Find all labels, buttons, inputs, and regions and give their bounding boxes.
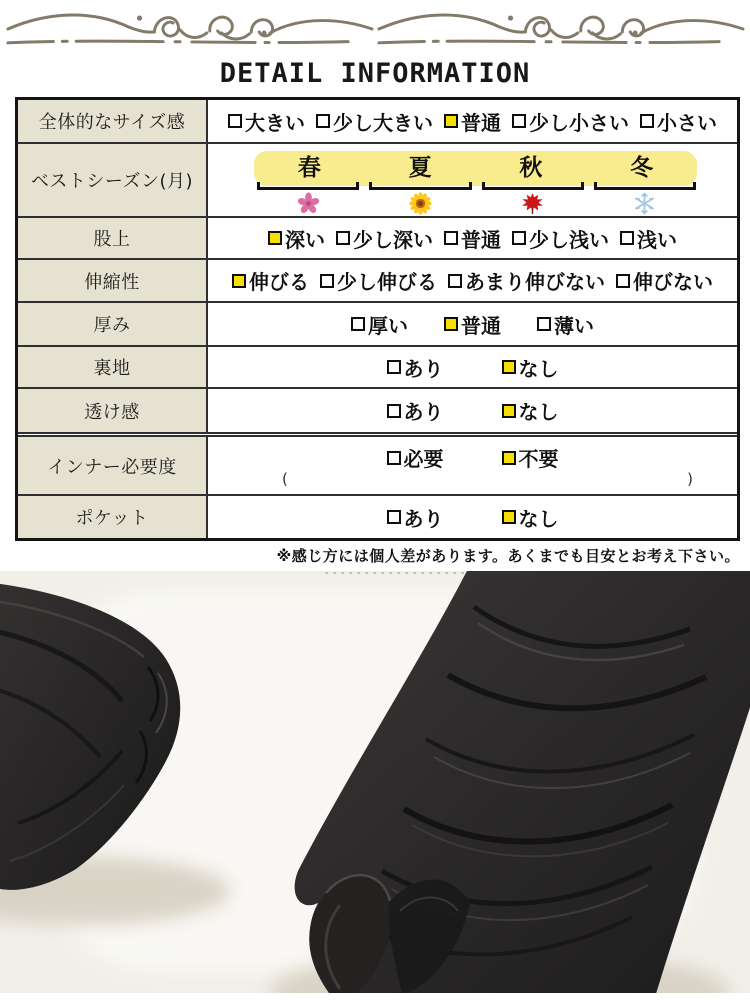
option-label: 不要: [518, 447, 559, 471]
option-label: 少し小さい: [529, 110, 629, 135]
paren-open: (: [282, 470, 288, 488]
row-label: インナー必要度: [18, 437, 208, 494]
option: [387, 443, 444, 472]
option: [387, 503, 444, 532]
table-row: [18, 494, 737, 538]
row-content: [208, 389, 737, 432]
season-icons: [252, 192, 701, 215]
options-group: [208, 443, 737, 472]
option: [351, 310, 408, 339]
option-label: なし: [518, 400, 559, 424]
row-label: 伸縮性: [18, 260, 208, 301]
table-row: [18, 432, 737, 494]
checkbox-icon: [228, 114, 242, 128]
row-label: 全体的なサイズ感: [18, 100, 208, 142]
option-label: あり: [403, 506, 444, 531]
page-title: DETAIL INFORMATION: [219, 58, 531, 89]
season-range-brackets: [252, 182, 701, 190]
option-label: なし: [518, 356, 559, 381]
checkbox-icon: [620, 231, 634, 245]
option-label: 少し伸びる: [337, 270, 437, 294]
paren-close: ): [687, 470, 693, 488]
option: [228, 107, 305, 136]
checkbox-icon: [351, 317, 365, 331]
option-label: 浅い: [637, 227, 677, 252]
option: [444, 310, 501, 339]
row-content: [208, 347, 737, 387]
option: [502, 443, 559, 472]
table-row: [18, 301, 737, 345]
checkbox-icon: [387, 360, 401, 374]
checkbox-icon: [640, 114, 654, 128]
option-label: 少し浅い: [529, 227, 609, 252]
row-label: 裏地: [18, 347, 208, 387]
option-label: 普通: [461, 313, 501, 338]
option-label: 少し大きい: [333, 110, 433, 135]
option: [320, 266, 437, 295]
option-label: あり: [403, 356, 444, 381]
comment-parentheses: [282, 470, 693, 488]
option-label: 大きい: [245, 110, 305, 135]
option-label: あまり伸びない: [465, 270, 605, 294]
option: [232, 266, 309, 295]
row-content: [208, 260, 737, 301]
row-label: ポケット: [18, 496, 208, 538]
checkbox-icon: [316, 114, 330, 128]
option: [387, 396, 444, 425]
checkbox-icon: [512, 114, 526, 128]
flourish-ornament: [4, 2, 746, 52]
options-group: [208, 396, 737, 425]
checkbox-checked-icon: [232, 274, 246, 288]
option-label: 小さい: [657, 110, 717, 135]
row-content: [208, 437, 737, 494]
options-group: [208, 353, 737, 382]
row-content: [208, 218, 737, 258]
option: [640, 107, 717, 136]
row-content: [208, 496, 737, 538]
option-label: 伸びない: [633, 270, 713, 294]
season-bar: [254, 151, 697, 186]
row-label: 透け感: [18, 389, 208, 432]
option: [444, 107, 501, 136]
checkbox-checked-icon: [444, 317, 458, 331]
sunflower-icon: [364, 192, 476, 215]
option: [268, 224, 325, 253]
options-group: [208, 266, 737, 295]
checkbox-icon: [387, 510, 401, 524]
season-label: 春: [297, 155, 321, 181]
checkbox-icon: [387, 404, 401, 418]
table-row: [18, 216, 737, 258]
option: [387, 353, 444, 382]
checkbox-checked-icon: [268, 231, 282, 245]
option-label: 伸びる: [249, 270, 309, 294]
option-label: 薄い: [554, 313, 594, 338]
row-content: [208, 144, 737, 216]
option: [502, 503, 559, 532]
checkbox-icon: [537, 317, 551, 331]
options-group: [208, 503, 737, 532]
season-label: 秋: [519, 155, 543, 181]
season-label: 冬: [630, 155, 654, 181]
table-row: [18, 387, 737, 432]
options-group: [208, 224, 737, 253]
detail-table: [15, 97, 740, 541]
table-row: [18, 345, 737, 387]
checkbox-checked-icon: [502, 510, 516, 524]
checkbox-icon: [444, 231, 458, 245]
checkbox-icon: [616, 274, 630, 288]
checkbox-icon: [336, 231, 350, 245]
checkbox-icon: [320, 274, 334, 288]
checkbox-checked-icon: [502, 451, 516, 465]
checkbox-icon: [512, 231, 526, 245]
table-row: [18, 142, 737, 216]
option-label: あり: [403, 400, 444, 424]
checkbox-checked-icon: [502, 404, 516, 418]
option: [444, 224, 501, 253]
sakura-icon: [252, 192, 364, 215]
maple-leaf-icon: [477, 192, 589, 215]
options-group: [208, 310, 737, 339]
checkbox-icon: [387, 451, 401, 465]
option: [537, 310, 594, 339]
season-range-bracket: [594, 182, 696, 190]
row-label: ベストシーズン(月): [18, 144, 208, 216]
season-range-bracket: [369, 182, 471, 190]
option: [616, 266, 713, 295]
row-label: 股上: [18, 218, 208, 258]
option-label: 必要: [403, 447, 444, 471]
disclaimer-note: ※感じ方には個人差があります。あくまでも目安とお考え下さい。: [276, 547, 740, 565]
snowflake-icon: [589, 192, 701, 215]
options-group: [208, 107, 737, 136]
option: [448, 266, 605, 295]
table-row: [18, 100, 737, 142]
option: [512, 107, 629, 136]
option: [316, 107, 433, 136]
option-label: 厚い: [368, 313, 408, 338]
row-content: [208, 100, 737, 142]
option-label: なし: [518, 506, 559, 531]
row-label: 厚み: [18, 303, 208, 345]
option: [502, 396, 559, 425]
option-label: 普通: [461, 110, 501, 135]
option-label: 深い: [285, 227, 325, 252]
table-row: [18, 258, 737, 301]
option: [336, 224, 433, 253]
checkbox-icon: [448, 274, 462, 288]
option: [512, 224, 609, 253]
product-photo: [0, 571, 750, 993]
checkbox-checked-icon: [502, 360, 516, 374]
option-label: 普通: [461, 227, 501, 252]
checkbox-checked-icon: [444, 114, 458, 128]
season-range-bracket: [257, 182, 359, 190]
season-label: 夏: [408, 155, 432, 181]
option-label: 少し深い: [353, 227, 433, 252]
option: [502, 353, 559, 382]
option: [620, 224, 677, 253]
season-range-bracket: [482, 182, 584, 190]
row-content: [208, 303, 737, 345]
